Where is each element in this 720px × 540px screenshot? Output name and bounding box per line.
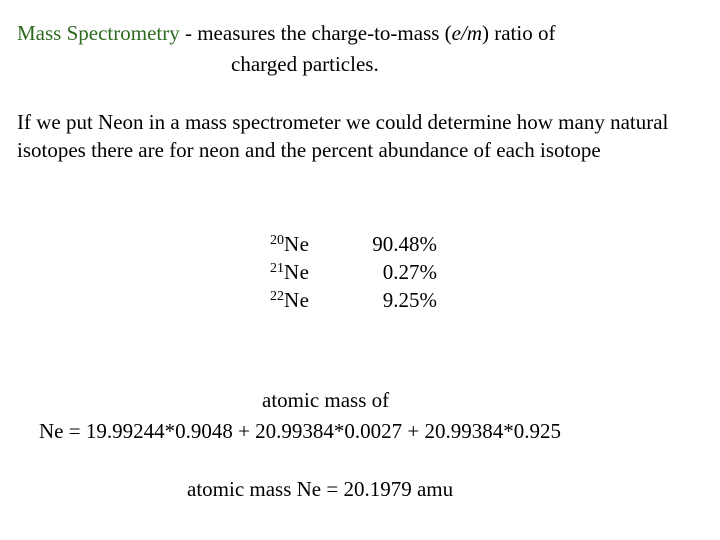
isotope-symbol: Ne xyxy=(284,232,310,256)
heading-text-after: ) ratio of xyxy=(482,21,556,45)
calculation-label: atomic mass of xyxy=(262,388,390,412)
isotope-mass-number: 21 xyxy=(270,261,284,276)
isotope-symbol: Ne xyxy=(284,260,310,284)
isotope-neon-22 xyxy=(270,286,310,318)
heading-text-before: - measures the charge-to-mass ( xyxy=(179,21,452,45)
heading-line-1 xyxy=(17,19,555,47)
heading-line-2: charged particles. xyxy=(231,52,379,76)
isotope-abundance-20: 90.48% xyxy=(372,232,437,256)
heading-ratio-symbol: e/m xyxy=(451,21,482,45)
heading-term: Mass Spectrometry xyxy=(17,21,180,45)
calculation-equation: Ne = 19.99244*0.9048 + 20.99384*0.0027 + 20.99384*0.925 xyxy=(39,419,562,443)
isotope-mass-number: 20 xyxy=(270,233,284,248)
isotope-abundance-22: 9.25% xyxy=(382,288,437,312)
result-line: atomic mass Ne = 20.1979 amu xyxy=(187,477,454,501)
isotope-mass-number: 22 xyxy=(270,289,284,304)
intro-paragraph: If we put Neon in a mass spectrometer we could determine how many natural isotopes there are for neon and the percent abundance of each isotope xyxy=(17,110,669,162)
isotope-abundance-21: 0.27% xyxy=(382,260,437,284)
isotope-symbol: Ne xyxy=(284,288,310,312)
